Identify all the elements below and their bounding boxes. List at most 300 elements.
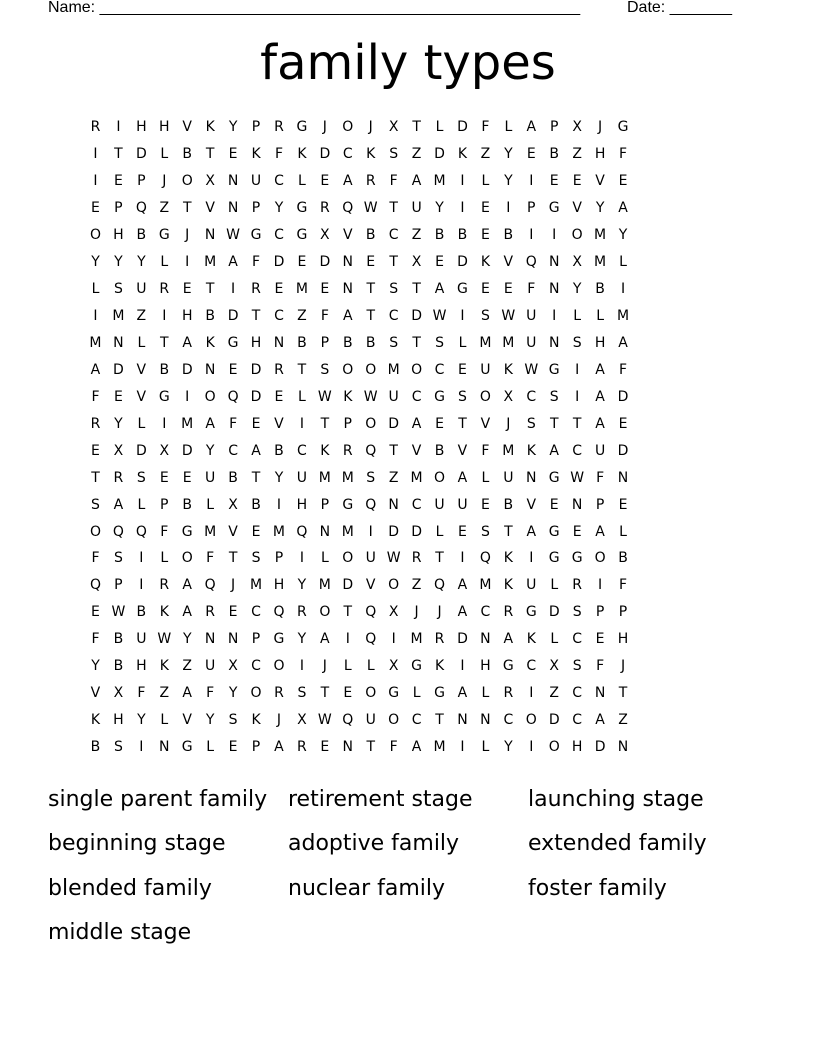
- word-list-item: single parent family: [48, 787, 268, 812]
- grid-letter: R: [411, 550, 422, 567]
- grid-letter: D: [227, 308, 239, 325]
- grid-letter: F: [91, 631, 100, 648]
- grid-letter: E: [526, 146, 536, 163]
- grid-letter: Q: [273, 604, 285, 621]
- grid-letter: K: [205, 119, 215, 136]
- grid-letter: P: [137, 173, 146, 190]
- grid-letter: O: [181, 550, 193, 567]
- grid-letter: S: [251, 550, 261, 567]
- grid-letter: V: [182, 712, 192, 729]
- grid-letter: C: [411, 496, 422, 513]
- grid-letter: N: [113, 334, 124, 351]
- grid-letter: Y: [504, 173, 513, 190]
- grid-letter: E: [320, 739, 330, 756]
- grid-letter: L: [504, 119, 513, 136]
- grid-letter: K: [457, 146, 468, 163]
- grid-letter: Y: [182, 631, 192, 648]
- grid-letter: L: [91, 281, 100, 298]
- grid-letter: D: [273, 254, 285, 271]
- grid-letter: A: [342, 308, 353, 325]
- grid-row: [84, 626, 635, 653]
- grid-letter: O: [204, 388, 216, 405]
- grid-letter: P: [274, 550, 284, 567]
- grid-letter: N: [273, 334, 285, 351]
- grid-letter: E: [480, 281, 490, 298]
- grid-letter: G: [548, 523, 560, 540]
- grid-letter: M: [112, 308, 125, 325]
- grid-letter: C: [526, 388, 537, 405]
- grid-letter: K: [480, 254, 490, 271]
- grid-letter: A: [113, 496, 124, 513]
- grid-letter: R: [503, 685, 514, 702]
- grid-letter: Q: [135, 200, 147, 217]
- grid-row: [84, 545, 635, 572]
- grid-letter: S: [113, 550, 123, 567]
- grid-letter: V: [136, 388, 147, 405]
- grid-letter: B: [136, 227, 147, 244]
- grid-letter: R: [274, 361, 284, 378]
- grid-letter: A: [182, 685, 192, 702]
- grid-letter: E: [274, 388, 284, 405]
- grid-letter: B: [113, 631, 124, 648]
- grid-letter: A: [411, 415, 422, 432]
- grid-letter: P: [320, 334, 330, 351]
- grid-letter: T: [412, 119, 421, 136]
- grid-letter: X: [113, 685, 124, 702]
- grid-letter: U: [503, 469, 514, 486]
- grid-letter: J: [322, 658, 327, 675]
- grid-letter: T: [618, 685, 628, 702]
- grid-letter: L: [206, 496, 215, 513]
- grid-letter: B: [182, 146, 193, 163]
- grid-letter: L: [206, 739, 215, 756]
- grid-letter: E: [251, 523, 261, 540]
- grid-letter: Q: [89, 577, 101, 594]
- grid-letter: T: [320, 685, 330, 702]
- grid-letter: H: [296, 496, 308, 513]
- grid-letter: K: [343, 388, 353, 405]
- grid-letter: A: [595, 388, 605, 405]
- grid-letter: T: [343, 604, 353, 621]
- grid-letter: P: [114, 577, 123, 594]
- grid-letter: L: [298, 388, 306, 405]
- grid-letter: Y: [91, 254, 100, 271]
- grid-row: [84, 707, 635, 734]
- grid-letter: K: [503, 577, 513, 594]
- grid-letter: I: [299, 415, 304, 432]
- grid-letter: E: [435, 254, 444, 271]
- grid-letter: P: [114, 200, 123, 217]
- grid-letter: M: [433, 739, 446, 756]
- grid-letter: U: [136, 281, 147, 298]
- grid-letter: R: [365, 173, 376, 190]
- word-list: [48, 778, 768, 955]
- grid-letter: S: [297, 685, 307, 702]
- grid-letter: F: [619, 146, 628, 163]
- grid-letter: F: [619, 361, 628, 378]
- grid-letter: Y: [228, 119, 238, 136]
- grid-letter: C: [572, 442, 583, 459]
- grid-letter: H: [136, 119, 147, 136]
- grid-letter: I: [276, 496, 282, 513]
- grid-letter: K: [503, 550, 513, 567]
- page-title: family types: [260, 35, 556, 91]
- grid-letter: Z: [572, 146, 582, 163]
- grid-letter: H: [113, 712, 124, 729]
- grid-letter: W: [386, 550, 401, 567]
- grid-row: [84, 491, 635, 518]
- grid-letter: E: [572, 173, 582, 190]
- grid-letter: U: [205, 469, 216, 486]
- grid-letter: E: [91, 442, 100, 459]
- grid-letter: R: [159, 281, 170, 298]
- grid-letter: E: [480, 227, 490, 244]
- grid-letter: Y: [114, 254, 123, 271]
- grid-letter: K: [205, 334, 215, 351]
- grid-letter: V: [411, 442, 422, 459]
- grid-letter: G: [181, 739, 193, 756]
- grid-letter: H: [594, 146, 606, 163]
- grid-letter: C: [480, 604, 491, 621]
- grid-letter: E: [320, 173, 330, 190]
- grid-letter: M: [204, 254, 217, 271]
- grid-letter: E: [228, 739, 238, 756]
- grid-letter: J: [162, 173, 167, 190]
- grid-letter: W: [157, 631, 172, 648]
- grid-letter: D: [434, 146, 445, 163]
- grid-letter: R: [251, 281, 261, 298]
- grid-letter: I: [162, 415, 167, 432]
- grid-letter: B: [228, 469, 238, 486]
- grid-letter: Y: [137, 254, 146, 271]
- grid-letter: G: [571, 550, 583, 567]
- grid-letter: B: [365, 334, 376, 351]
- grid-letter: B: [342, 334, 353, 351]
- grid-letter: E: [366, 254, 376, 271]
- grid-letter: W: [363, 200, 378, 217]
- grid-letter: X: [159, 442, 170, 459]
- grid-letter: A: [595, 712, 605, 729]
- grid-letter: Y: [274, 469, 284, 486]
- grid-letter: W: [317, 388, 332, 405]
- grid-letter: X: [388, 604, 399, 621]
- grid-letter: T: [205, 281, 215, 298]
- grid-letter: M: [272, 523, 286, 540]
- grid-letter: D: [181, 442, 193, 459]
- grid-letter: F: [206, 550, 215, 567]
- grid-letter: G: [342, 496, 354, 513]
- grid-letter: C: [572, 712, 583, 729]
- grid-letter: T: [320, 415, 330, 432]
- grid-letter: W: [111, 604, 126, 621]
- grid-letter: C: [411, 712, 422, 729]
- grid-letter: M: [410, 631, 423, 648]
- grid-letter: D: [457, 631, 468, 648]
- word-list-item: adoptive family: [288, 831, 460, 857]
- grid-letter: E: [91, 604, 100, 621]
- grid-letter: S: [366, 469, 376, 486]
- grid-letter: O: [89, 523, 101, 540]
- grid-letter: Q: [365, 631, 377, 648]
- grid-letter: Z: [411, 227, 422, 244]
- grid-letter: P: [595, 496, 605, 513]
- grid-row: [84, 572, 635, 599]
- grid-letter: F: [389, 173, 398, 190]
- grid-letter: D: [342, 577, 354, 594]
- grid-letter: X: [411, 254, 422, 271]
- grid-letter: S: [113, 281, 123, 298]
- grid-letter: L: [137, 496, 146, 513]
- grid-letter: L: [412, 685, 421, 702]
- grid-letter: Y: [205, 712, 215, 729]
- grid-letter: D: [319, 146, 331, 163]
- grid-letter: G: [273, 631, 285, 648]
- grid-letter: W: [524, 361, 539, 378]
- grid-letter: O: [548, 739, 560, 756]
- grid-letter: Y: [297, 577, 307, 594]
- grid-row: [84, 383, 635, 410]
- grid-letter: T: [366, 308, 375, 325]
- grid-letter: I: [620, 281, 626, 298]
- grid-letter: R: [274, 119, 284, 136]
- grid-letter: N: [204, 631, 216, 648]
- grid-letter: R: [113, 469, 124, 486]
- grid-letter: M: [89, 334, 102, 351]
- grid-letter: E: [228, 361, 238, 378]
- grid-letter: F: [229, 415, 238, 432]
- grid-letter: X: [572, 254, 582, 271]
- grid-letter: Y: [228, 685, 238, 702]
- grid-letter: I: [139, 739, 144, 756]
- grid-letter: D: [411, 523, 422, 540]
- grid-letter: H: [181, 308, 193, 325]
- grid-letter: W: [317, 712, 332, 729]
- grid-letter: M: [318, 577, 331, 594]
- grid-letter: K: [503, 361, 513, 378]
- grid-letter: M: [181, 415, 194, 432]
- grid-letter: D: [388, 415, 400, 432]
- grid-letter: Y: [618, 227, 628, 244]
- grid-letter: V: [228, 523, 238, 540]
- grid-row: [84, 330, 635, 357]
- grid-letter: J: [414, 604, 419, 621]
- grid-letter: I: [299, 658, 304, 675]
- grid-letter: R: [159, 577, 170, 594]
- grid-letter: K: [297, 146, 307, 163]
- grid-letter: O: [273, 658, 285, 675]
- grid-letter: H: [273, 577, 285, 594]
- grid-row: [84, 734, 635, 761]
- grid-letter: N: [571, 496, 583, 513]
- grid-letter: G: [250, 227, 262, 244]
- grid-letter: I: [93, 308, 98, 325]
- grid-letter: E: [182, 281, 192, 298]
- grid-letter: G: [296, 227, 308, 244]
- grid-letter: G: [434, 388, 445, 405]
- grid-letter: E: [618, 173, 628, 190]
- grid-letter: H: [571, 739, 583, 756]
- grid-letter: R: [90, 415, 101, 432]
- grid-letter: N: [548, 254, 560, 271]
- grid-letter: L: [366, 658, 375, 675]
- grid-letter: I: [391, 631, 396, 648]
- grid-letter: U: [434, 496, 445, 513]
- grid-letter: X: [228, 496, 238, 513]
- grid-letter: D: [135, 442, 147, 459]
- grid-row: [84, 437, 635, 464]
- grid-letter: S: [480, 523, 490, 540]
- grid-letter: B: [503, 496, 514, 513]
- grid-letter: G: [227, 334, 239, 351]
- grid-letter: B: [182, 496, 193, 513]
- grid-row: [84, 680, 635, 707]
- grid-letter: O: [89, 227, 101, 244]
- grid-letter: A: [595, 523, 605, 540]
- grid-letter: U: [250, 173, 262, 190]
- grid-letter: I: [460, 550, 465, 567]
- grid-letter: G: [158, 227, 170, 244]
- grid-letter: A: [526, 119, 537, 136]
- grid-letter: S: [572, 604, 582, 621]
- grid-letter: G: [158, 388, 170, 405]
- grid-letter: L: [619, 254, 627, 271]
- grid-letter: X: [388, 658, 399, 675]
- grid-letter: Y: [297, 631, 307, 648]
- grid-letter: G: [296, 200, 308, 217]
- grid-letter: W: [432, 308, 447, 325]
- grid-letter: D: [250, 388, 262, 405]
- grid-letter: M: [318, 469, 331, 486]
- grid-letter: J: [322, 119, 327, 136]
- grid-letter: A: [228, 254, 238, 271]
- grid-letter: Y: [435, 200, 444, 217]
- grid-letter: I: [598, 577, 603, 594]
- grid-letter: X: [549, 658, 560, 675]
- grid-letter: E: [458, 523, 467, 540]
- grid-letter: R: [205, 604, 216, 621]
- grid-letter: G: [457, 281, 468, 298]
- grid-letter: N: [480, 631, 491, 648]
- grid-letter: G: [388, 685, 400, 702]
- grid-letter: J: [276, 712, 282, 729]
- grid-letter: F: [252, 254, 261, 271]
- grid-letter: A: [595, 361, 605, 378]
- word-list-item: foster family: [528, 875, 667, 901]
- grid-letter: N: [204, 361, 216, 378]
- grid-letter: O: [319, 604, 331, 621]
- grid-letter: I: [460, 308, 465, 325]
- grid-letter: C: [274, 308, 284, 325]
- grid-letter: V: [480, 415, 491, 432]
- grid-row: [84, 303, 635, 330]
- grid-letter: I: [552, 308, 557, 325]
- grid-letter: N: [227, 200, 239, 217]
- grid-letter: J: [506, 415, 511, 432]
- grid-letter: Q: [112, 523, 124, 540]
- grid-letter: O: [365, 415, 377, 432]
- grid-letter: N: [388, 496, 399, 513]
- grid-letter: E: [503, 281, 513, 298]
- grid-letter: L: [435, 523, 444, 540]
- grid-letter: P: [343, 415, 352, 432]
- grid-letter: F: [481, 442, 490, 459]
- grid-letter: A: [182, 334, 192, 351]
- grid-letter: M: [594, 254, 607, 271]
- grid-letter: V: [595, 173, 605, 190]
- grid-letter: X: [320, 227, 330, 244]
- grid-letter: E: [595, 631, 605, 648]
- grid-letter: D: [617, 442, 629, 459]
- grid-letter: O: [342, 361, 354, 378]
- grid-letter: W: [226, 227, 241, 244]
- grid-letter: X: [297, 712, 307, 729]
- grid-letter: P: [549, 119, 559, 136]
- grid-letter: Z: [388, 469, 399, 486]
- word-list-item: blended family: [48, 875, 212, 901]
- grid-letter: S: [435, 334, 444, 351]
- grid-letter: L: [481, 685, 490, 702]
- grid-letter: Z: [480, 146, 491, 163]
- grid-letter: V: [274, 415, 284, 432]
- letter-grid: [84, 114, 635, 761]
- grid-letter: F: [274, 146, 283, 163]
- grid-letter: P: [160, 496, 169, 513]
- grid-letter: N: [617, 469, 629, 486]
- grid-letter: F: [206, 685, 215, 702]
- grid-letter: T: [91, 469, 100, 486]
- grid-letter: O: [342, 119, 354, 136]
- grid-letter: E: [549, 496, 559, 513]
- grid-letter: G: [617, 119, 629, 136]
- grid-letter: O: [411, 361, 423, 378]
- grid-letter: J: [620, 658, 626, 675]
- grid-letter: I: [368, 523, 373, 540]
- grid-letter: I: [345, 631, 350, 648]
- grid-letter: U: [388, 388, 399, 405]
- grid-letter: B: [549, 146, 560, 163]
- grid-letter: Q: [365, 442, 377, 459]
- word-list-item: extended family: [528, 831, 707, 857]
- grid-letter: K: [526, 631, 536, 648]
- grid-letter: I: [529, 739, 534, 756]
- grid-letter: C: [228, 442, 238, 459]
- grid-letter: D: [135, 146, 147, 163]
- grid-letter: R: [297, 739, 307, 756]
- grid-letter: R: [434, 631, 445, 648]
- grid-letter: E: [297, 254, 307, 271]
- grid-letter: C: [274, 227, 284, 244]
- grid-letter: D: [457, 254, 468, 271]
- grid-letter: A: [595, 415, 605, 432]
- grid-letter: I: [529, 227, 534, 244]
- grid-letter: H: [480, 658, 491, 675]
- grid-letter: L: [458, 334, 467, 351]
- grid-letter: S: [136, 469, 146, 486]
- grid-letter: E: [182, 469, 192, 486]
- grid-letter: Y: [91, 658, 100, 675]
- grid-letter: B: [205, 308, 215, 325]
- grid-letter: O: [181, 173, 193, 190]
- grid-row: [84, 464, 635, 491]
- grid-letter: N: [594, 685, 606, 702]
- grid-letter: Y: [504, 739, 513, 756]
- grid-letter: T: [435, 712, 444, 729]
- grid-letter: T: [297, 361, 307, 378]
- grid-letter: H: [594, 334, 606, 351]
- grid-letter: E: [113, 173, 123, 190]
- grid-letter: S: [389, 334, 399, 351]
- grid-letter: L: [137, 415, 146, 432]
